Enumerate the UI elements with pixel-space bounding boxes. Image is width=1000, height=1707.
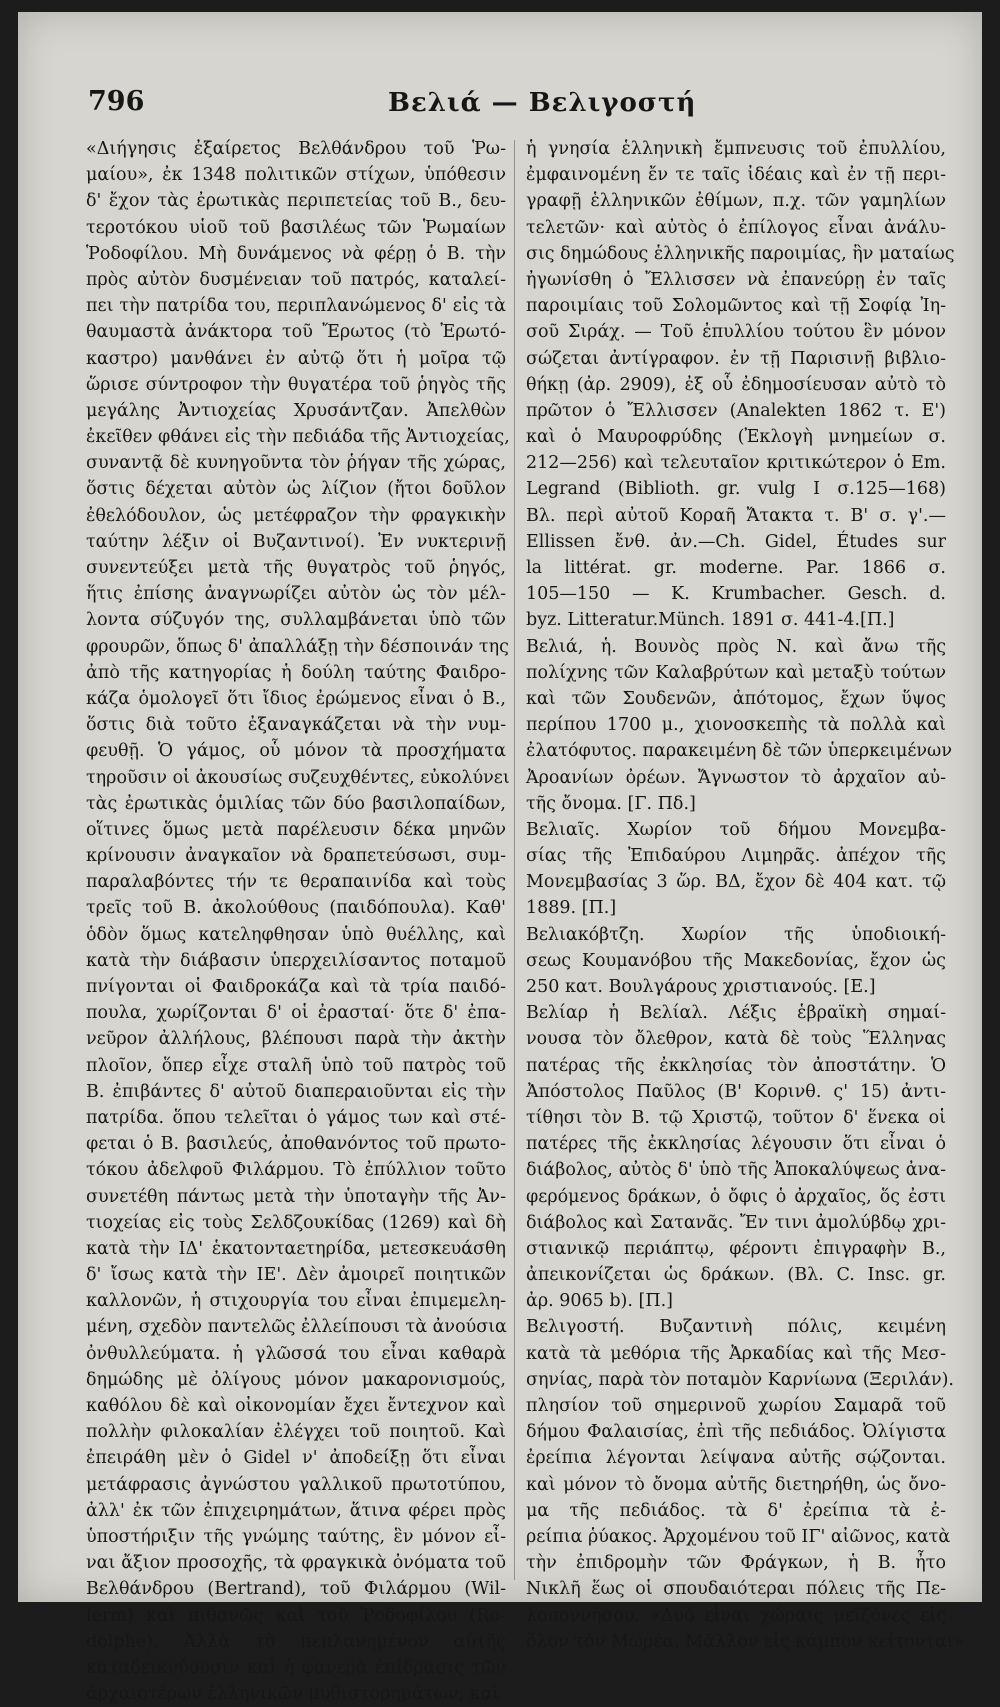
left-column bbox=[86, 136, 510, 1707]
text-line: θήκῃ (ἀρ. 2909), ἐξ οὗ ἐδημοσίευσαν αὐτὸ τὸ bbox=[526, 374, 946, 395]
text-line: ὁδὸν ὅμως κατεληφθησαν ὑπὸ θυέλλης, καὶ bbox=[86, 924, 506, 945]
text-line: σηνίας, παρὰ τὸν ποταμὸν Καρνίωνα (Ξεριλάν). bbox=[526, 1369, 954, 1390]
text-line: ταύτην λέξιν οἱ Βυζαντινοί). Ἐν νυκτερινῇ bbox=[86, 531, 506, 552]
text-line: φερόμενος δράκων, ὁ ὄφις ὁ ἀρχαῖος, ὅς ἐστι bbox=[526, 1186, 946, 1207]
text-line: dolphe). Ἀλλὰ τὸ πεπλανημένον αὐτῆς bbox=[86, 1631, 506, 1652]
text-line: φρουρῶν, ὅπως δ' ἀπαλλάξῃ τὴν δέσποινάν της bbox=[86, 636, 509, 657]
running-title: Βελιά — Βελιγοστή bbox=[388, 88, 697, 118]
text-line: δήμου Φαλαισίας, ἐπὶ τῆς πεδιάδος. Ὀλίγιστα bbox=[526, 1422, 946, 1443]
text-line: σώζεται ἀντίγραφον. ἐν τῇ Παρισινῇ βιβλιο- bbox=[526, 348, 946, 369]
text-line: ἀπεικονίζεται ὡς δράκων. (Βλ. C. Insc. gr. bbox=[526, 1265, 946, 1286]
text-line: Β. ἐπιβάντες δ' αὐτοῦ διαπεραιοῦνται εἰς τὴν bbox=[86, 1081, 506, 1102]
text-line: οἵτινες ὅμως μετὰ παρέλευσιν δέκα μηνῶν bbox=[86, 819, 506, 840]
text-line: καστρο) μανθάνει ἐν αὐτῷ ὅτι ἡ μοῖρα τῷ bbox=[86, 348, 506, 369]
page-number: 796 bbox=[88, 86, 145, 117]
text-line: ρείπια ῥύακος. Ἀρχομένου τοῦ ΙΓ' αἰῶνος, κατὰ bbox=[526, 1526, 951, 1547]
text-line: διάβολος καὶ Σατανᾶς. Ἔν τινι ἀμολύβδῳ χρι- bbox=[526, 1212, 946, 1233]
text-line: ἀρ. 9065 b). [Π.] bbox=[526, 1291, 673, 1312]
text-line: ἐμφαινομένη ἔν τε ταῖς ἰδέαις καὶ ἐν τῇ περι- bbox=[526, 165, 946, 186]
text-line: νουσα τὸν ὄλεθρον, κατὰ δὲ τοὺς Ἕλληνας bbox=[526, 1029, 946, 1050]
text-line: Βελιά, ἡ. Βουνὸς πρὸς Ν. καὶ ἄνω τῆς bbox=[526, 636, 946, 657]
text-line: ἐθελόδουλον, ὡς μετέφραζον τὴν φραγκικὴν bbox=[86, 505, 506, 526]
text-line: ἀρχαιοτέρων ἑλληνικῶν μυθιστορημάτων, καὶ bbox=[86, 1684, 500, 1705]
text-line: κατὰ τὴν ΙΔ' ἑκατονταετηρίδα, μετεσκευάσθη bbox=[86, 1238, 506, 1259]
text-line: νεῦρον ἀλλήλους, βλέπουσι παρὰ τὴν ἀκτὴν bbox=[86, 1029, 506, 1050]
text-line: συνετέθη πάντως μετὰ τὴν ὑποταγὴν τῆς Ἀν- bbox=[86, 1186, 506, 1207]
text-line: φεται ὁ Β. βασιλεύς, ἀποθανόντος τοῦ πρωτο- bbox=[86, 1134, 506, 1155]
text-line: ὅλον τὸν Μωρέα, Μᾶλλον εἰς κάμπον κείτονται» bbox=[526, 1631, 965, 1652]
text-line: ἡ γνησία ἑλληνικὴ ἔμπνευσις τοῦ ἐπυλλίου, bbox=[526, 139, 946, 159]
text-line: παροιμίαις τοῦ Σολομῶντος καὶ τῇ Σοφίᾳ Ἰη- bbox=[526, 296, 946, 317]
text-line: 250 κατ. Βουλγάρους χριστιανούς. [Ε.] bbox=[526, 977, 876, 997]
text-line: μεγάλης Ἀντιοχείας Χρυσάντζαν. Ἀπελθὼν bbox=[86, 400, 506, 421]
text-line: ὅστις δέχεται αὐτὸν ὡς λίζιον (ἤτοι δοῦλον bbox=[86, 479, 506, 500]
text-line: πρῶτον ὁ Ἔλλισσεν (Analekten 1862 τ. Ε') bbox=[526, 400, 946, 421]
text-line: τῆς ὄνομα. [Γ. Πδ.] bbox=[526, 793, 696, 814]
page bbox=[18, 12, 982, 1705]
text-line: καλλονῶν, ἡ στιχουργία του εἶναι ἐπιμεμελη- bbox=[86, 1291, 506, 1312]
text-line: πνίγονται οἱ Φαιδροκάζα καὶ τὰ τρία παιδό- bbox=[86, 977, 506, 997]
text-line: λοποννήσου. «Δυὸ εἶναι χώραις μεῖζόνες εἰς bbox=[526, 1605, 946, 1626]
text-line: πατέρας τῆς ἐκκλησίας τὸν ἀποστάτην. Ὁ bbox=[526, 1055, 946, 1076]
text-line: παραλαβόντες τήν τε θεραπαινίδα καὶ τοὺς bbox=[86, 872, 506, 893]
text-line: γραφῇ ἑλληνικῶν ἐθίμων, π.χ. τῶν γαμηλίων bbox=[526, 191, 946, 212]
text-line: συνεντεύξει μετὰ τῆς θυγατρὸς τοῦ ῥηγός, bbox=[86, 558, 506, 578]
text-line: πατέρες τῆς ἐκκλησίας λέγουσιν ὅτι εἶναι ὁ bbox=[526, 1134, 946, 1155]
text-line: καὶ ὁ Μαυροφρύδης (Ἐκλογὴ μνημείων σ. bbox=[526, 427, 946, 448]
text-line: byz. Litteratur.Münch. 1891 σ. 441-4.[Π.] bbox=[526, 610, 895, 631]
column-divider bbox=[514, 140, 515, 1580]
text-line: ἐρείπια λέγονται λείψανα αὐτῆς σῴζονται. bbox=[526, 1448, 946, 1469]
text-line: Βελιαῖς. Χωρίον τοῦ δήμου Μονεμβα- bbox=[526, 819, 946, 840]
text-line: συναντᾷ δὲ κυνηγοῦντα τὸν ῥήγαν τῆς χώρας, bbox=[86, 453, 506, 474]
text-line: τεροτόκου υἱοῦ τοῦ βασιλέως τῶν Ῥωμαίων bbox=[86, 217, 506, 238]
text-line: φευθῇ. Ὁ γάμος, οὗ μόνον τὰ προσχήματα bbox=[86, 741, 506, 762]
text-line: κατὰ τὰ μεθόρια τῆς Ἀρκαδίας καὶ τῆς Μεσ- bbox=[526, 1343, 946, 1364]
text-line: Μονεμβασίας 3 ὥρ. ΒΔ, ἔχον δὲ 404 κατ. τῷ bbox=[526, 872, 946, 893]
text-line: Ellissen ἔνθ. ἀν.—Ch. Gidel, Études sur bbox=[526, 531, 946, 552]
text-line: δ' ἔχον τὰς ἐρωτικὰς περιπετείας τοῦ Β., δευ- bbox=[86, 191, 506, 212]
text-line: σοῦ Σιράχ. — Τοῦ ἐπυλλίου τούτου ἓν μόνον bbox=[526, 322, 946, 343]
text-line: τίθησι τὸν Β. τῷ Χριστῷ, τοῦτον δ' ἕνεκα οἱ bbox=[526, 1107, 946, 1128]
text-line: στιανικῷ περιάπτῳ, φέροντι ἐπιγραφὴν Β., bbox=[526, 1238, 946, 1259]
text-line: καταδεικνύουσιν καὶ ἡ φανερὰ ἐπίδρασις τῶν bbox=[86, 1657, 506, 1678]
text-line: διάβολος, αὐτὸς δ' ὑπὸ τῆς Ἀποκαλύψεως ἀνα- bbox=[526, 1160, 946, 1181]
text-line: μαίου», ἐκ 1348 πολιτικῶν στίχων, ὑπόθεσιν bbox=[86, 165, 506, 186]
text-line: κατὰ τὴν διάβασιν ὑπερχειλίσαντος ποταμοῦ bbox=[86, 950, 506, 971]
text-line: la littérat. gr. moderne. Par. 1866 σ. bbox=[526, 558, 946, 578]
text-line: κάζα ὁμολογεῖ ὅτι ἴδιος ἐρώμενος εἶναι ὁ Β., bbox=[86, 688, 506, 709]
text-line: Βλ. περὶ αὐτοῦ Κοραῆ Ἄτακτα τ. Β' σ. γ'.— bbox=[526, 505, 946, 526]
text-line: τὰς ἐρωτικὰς ὁμιλίας τῶν δύο βασιλοπαίδων, bbox=[86, 793, 506, 814]
text-line: πουλα, χωρίζονται δ' οἱ ἐρασταί· ὅτε δ' ἐπα- bbox=[86, 1003, 506, 1024]
page-header bbox=[88, 86, 968, 126]
text-line: 212—256) καὶ τελευταῖον κριτικώτερον ὁ Em. bbox=[526, 453, 946, 474]
text-line: Βελθάνδρου (Bertrand), τοῦ Φιλάρμου (Wil- bbox=[86, 1579, 506, 1600]
text-line: λοντα σύζυγόν της, συλλαμβάνεται ὑπὸ τῶν bbox=[86, 610, 506, 631]
text-line: κρίνουσιν ἀναγκαῖον νὰ δραπετεύσωσι, συμ- bbox=[86, 846, 506, 867]
text-line: τὴν ἐπιδρομὴν τῶν Φράγκων, ἡ Β. ἦτο bbox=[526, 1553, 946, 1574]
text-line: ἐλατόφυτος. παρακειμένη δὲ τῶν ὑπερκειμένων bbox=[526, 741, 952, 762]
text-line: Νικλῆ ἕως οἱ σπουδαιότεραι πόλεις τῆς Πε- bbox=[526, 1579, 946, 1600]
text-line: ἐκεῖθεν φθάνει εἰς τὴν πεδιάδα τῆς Ἀντιοχείας, bbox=[86, 427, 510, 448]
text-line: μετάφρασις ἀγνώστου γαλλικοῦ πρωτοτύπου, bbox=[86, 1474, 506, 1495]
text-line: Legrand (Biblioth. gr. vulg I σ.125—168) bbox=[526, 479, 946, 500]
text-line: πει τὴν πατρίδα του, περιπλανώμενος δ' εἰς τὰ bbox=[86, 296, 506, 317]
text-line: πλησίον τοῦ σημερινοῦ χωρίου Σαμαρᾶ τοῦ bbox=[526, 1396, 946, 1416]
text-line: καὶ μόνον τὸ ὄνομα αὐτῆς διετηρήθη, ὡς ὄνο- bbox=[526, 1474, 946, 1495]
text-line: Ῥοδοφίλου. Μὴ δυνάμενος νὰ φέρῃ ὁ Β. τὴν bbox=[86, 243, 506, 264]
text-line: τόκου ἀδελφοῦ Φιλάρμου. Τὸ ἐπύλλιον τοῦτο bbox=[86, 1160, 506, 1181]
text-line: ὑποστήριξιν τῆς γνώμης ταύτης, ἓν μόνον εἶ- bbox=[86, 1526, 506, 1547]
text-line: πλοῖον, ὅπερ εἶχε σταλῆ ὑπὸ τοῦ πατρὸς τοῦ bbox=[86, 1055, 506, 1076]
text-line: lerm) καὶ πιθανῶς καὶ τοῦ Ῥοδοφίλου (Ro- bbox=[86, 1605, 506, 1626]
text-line: «Διήγησις ἐξαίρετος Βελθάνδρου τοῦ Ῥω- bbox=[86, 139, 506, 159]
text-line: πρὸς αὐτὸν δυσμένειαν τοῦ πατρός, καταλεί- bbox=[86, 269, 506, 290]
text-line: περίπου 1700 μ., χιονοσκεπὴς τὰ πολλὰ καὶ bbox=[526, 715, 946, 736]
text-line: ἐπειράθη μὲν ὁ Gidel ν' ἀποδείξῃ ὅτι εἶναι bbox=[86, 1448, 506, 1469]
right-column bbox=[526, 136, 965, 1655]
text-line: Βελιγοστή. Βυζαντινὴ πόλις, κειμένη bbox=[526, 1317, 946, 1338]
text-line: σεως Κουμανόβου τῆς Μακεδονίας, ἔχον ὡς bbox=[526, 950, 946, 971]
text-line: τηροῦσιν οἱ ἀκουσίως συζευχθέντες, εὐκολύνει bbox=[86, 767, 510, 788]
text-line: ὀνθυλλεύματα. ἡ γλῶσσά του εἶναι καθαρὰ bbox=[86, 1343, 506, 1364]
text-line: 1889. [Π.] bbox=[526, 898, 617, 919]
text-line: τελετῶν· καὶ αὐτὸς ὁ ἐπίλογος εἶναι ἀνάλυ- bbox=[526, 217, 946, 238]
text-line: καθόλου δὲ καὶ οἰκονομίαν ἔχει ἔντεχνον καὶ bbox=[86, 1396, 506, 1416]
text-line: μένη, σχεδὸν παντελῶς ἐλλείπουσι τὰ ἀνούσια bbox=[86, 1317, 507, 1338]
text-line: Ἀροανίων ὀρέων. Ἄγνωστον τὸ ἀρχαῖον αὐ- bbox=[526, 767, 946, 788]
text-line: Ἀπόστολος Παῦλος (Β' Κορινθ. ς' 15) ἀντι- bbox=[526, 1081, 946, 1102]
text-line: ὅστις διὰ τοῦτο ἐξαναγκάζεται νὰ τὴν νυμ- bbox=[86, 715, 506, 736]
text-line: ἥτις ἐπίσης ἀναγνωρίζει αὐτὸν ὡς τὸν μέλ- bbox=[86, 584, 506, 605]
text-line: ἠγωνίσθη ὁ Ἔλλισσεν νὰ ἐπανεύρῃ ἐν ταῖς bbox=[526, 269, 946, 290]
text-line: καὶ τῶν Σουδενῶν, ἀπότομος, ἔχων ὕψος bbox=[526, 688, 946, 709]
text-line: ἀπὸ τῆς κατηγορίας ἡ δούλη ταύτης Φαιδρο- bbox=[86, 662, 506, 683]
text-line: μα τῆς πεδιάδος. τὰ δ' ἐρείπια τὰ ἐ- bbox=[526, 1500, 946, 1521]
text-line: 105—150 — K. Krumbacher. Gesch. d. bbox=[526, 584, 946, 605]
text-line: σίας τῆς Ἐπιδαύρου Λιμηρᾶς. ἀπέχον τῆς bbox=[526, 846, 946, 867]
text-line: πολλὴν φιλοκαλίαν ἐλέγχει τοῦ ποιητοῦ. Καὶ bbox=[86, 1422, 506, 1443]
text-line: τρεῖς τοῦ Β. ἀκολούθους (παιδόπουλα). Καθ' bbox=[86, 898, 506, 919]
text-line: ἀλλ' ἐκ τῶν ἐπιχειρημάτων, ἅτινα φέρει πρὸς bbox=[86, 1500, 506, 1521]
text-line: πατρίδα. ὅπου τελεῖται ὁ γάμος των καὶ στέ- bbox=[86, 1107, 506, 1128]
text-line: Βελιακόβτζη. Χωρίον τῆς ὑποδιοική- bbox=[526, 924, 946, 945]
text-line: θαυμαστὰ ἀνάκτορα τοῦ Ἔρωτος (τὸ Ἐρωτό- bbox=[86, 322, 506, 343]
text-line: σις δημώδους ἑλληνικῆς παροιμίας, ἣν ματαίως bbox=[526, 243, 955, 264]
text-line: δ' ἴσως κατὰ τὴν ΙΕ'. Δὲν ἀμοιρεῖ ποιητικῶν bbox=[86, 1265, 506, 1286]
text-line: ναι ἄξιον προσοχῆς, τὰ φραγκικὰ ὀνόματα τοῦ bbox=[86, 1553, 506, 1574]
text-line: δημώδης μὲ ὀλίγους μόνον μακαρονισμούς, bbox=[86, 1369, 506, 1390]
text-line: Βελίαρ ἡ Βελίαλ. Λέξις ἑβραϊκὴ σημαί- bbox=[526, 1003, 946, 1024]
text-line: τιοχείας εἰς τοὺς Σελδζουκίδας (1269) καὶ δὴ bbox=[86, 1212, 506, 1233]
text-line: ὥρισε σύντροφον τὴν θυγατέρα τοῦ ῥηγὸς τῆς bbox=[86, 374, 506, 395]
text-line: πολίχνης τῶν Καλαβρύτων καὶ μεταξὺ τούτων bbox=[526, 662, 946, 683]
